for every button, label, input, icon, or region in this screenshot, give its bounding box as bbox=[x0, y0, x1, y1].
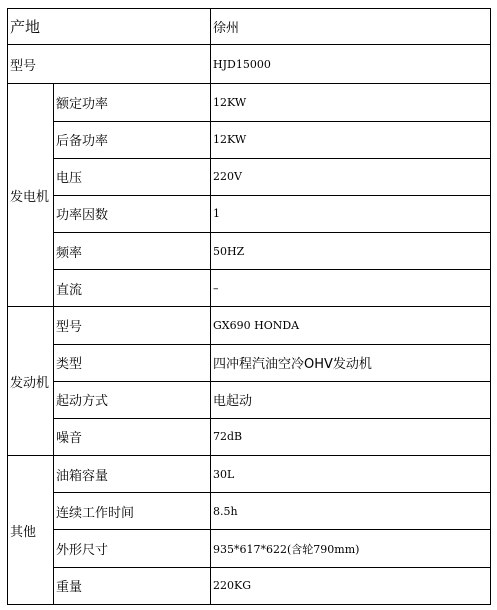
item-value: 220V bbox=[211, 158, 491, 195]
item-value: 12KW bbox=[211, 84, 491, 121]
table-row bbox=[8, 307, 491, 344]
item-value: 935*617*622(含轮790mm) bbox=[211, 530, 491, 567]
item-label: 型号 bbox=[54, 307, 211, 344]
table-row bbox=[8, 121, 491, 158]
spec-table bbox=[7, 8, 491, 605]
table-row bbox=[8, 45, 491, 84]
item-value: – bbox=[211, 270, 491, 307]
group-label-engine: 发动机 bbox=[8, 307, 54, 456]
table-row bbox=[8, 9, 491, 45]
table-row bbox=[8, 530, 491, 567]
item-label: 额定功率 bbox=[54, 84, 211, 121]
item-label: 起动方式 bbox=[54, 381, 211, 418]
row-label-model: 型号 bbox=[8, 45, 211, 84]
item-value: 8.5h bbox=[211, 493, 491, 530]
item-label: 电压 bbox=[54, 158, 211, 195]
table-row bbox=[8, 456, 491, 493]
table-row bbox=[8, 418, 491, 455]
table-row bbox=[8, 344, 491, 381]
row-value-origin: 徐州 bbox=[211, 9, 491, 45]
item-label: 频率 bbox=[54, 233, 211, 270]
table-row bbox=[8, 270, 491, 307]
table-row bbox=[8, 195, 491, 232]
table-row bbox=[8, 493, 491, 530]
item-label: 连续工作时间 bbox=[54, 493, 211, 530]
group-label-generator: 发电机 bbox=[8, 84, 54, 307]
item-value: 30L bbox=[211, 456, 491, 493]
item-value: 220KG bbox=[211, 567, 491, 604]
item-label: 直流 bbox=[54, 270, 211, 307]
item-value: 12KW bbox=[211, 121, 491, 158]
item-label: 外形尺寸 bbox=[54, 530, 211, 567]
table-row bbox=[8, 84, 491, 121]
item-value: 50HZ bbox=[211, 233, 491, 270]
table-row bbox=[8, 233, 491, 270]
group-label-other: 其他 bbox=[8, 456, 54, 605]
item-label: 油箱容量 bbox=[54, 456, 211, 493]
item-label: 噪音 bbox=[54, 418, 211, 455]
row-label-origin: 产地 bbox=[8, 9, 211, 45]
item-value: 1 bbox=[211, 195, 491, 232]
item-value: GX690 HONDA bbox=[211, 307, 491, 344]
item-label: 类型 bbox=[54, 344, 211, 381]
item-label: 重量 bbox=[54, 567, 211, 604]
table-row bbox=[8, 567, 491, 604]
item-value: 72dB bbox=[211, 418, 491, 455]
table-row bbox=[8, 381, 491, 418]
table-row bbox=[8, 158, 491, 195]
item-label: 功率因数 bbox=[54, 195, 211, 232]
row-value-model: HJD15000 bbox=[211, 45, 491, 84]
item-value: 电起动 bbox=[211, 381, 491, 418]
item-label: 后备功率 bbox=[54, 121, 211, 158]
item-value: 四冲程汽油空冷OHV发动机 bbox=[211, 344, 491, 381]
